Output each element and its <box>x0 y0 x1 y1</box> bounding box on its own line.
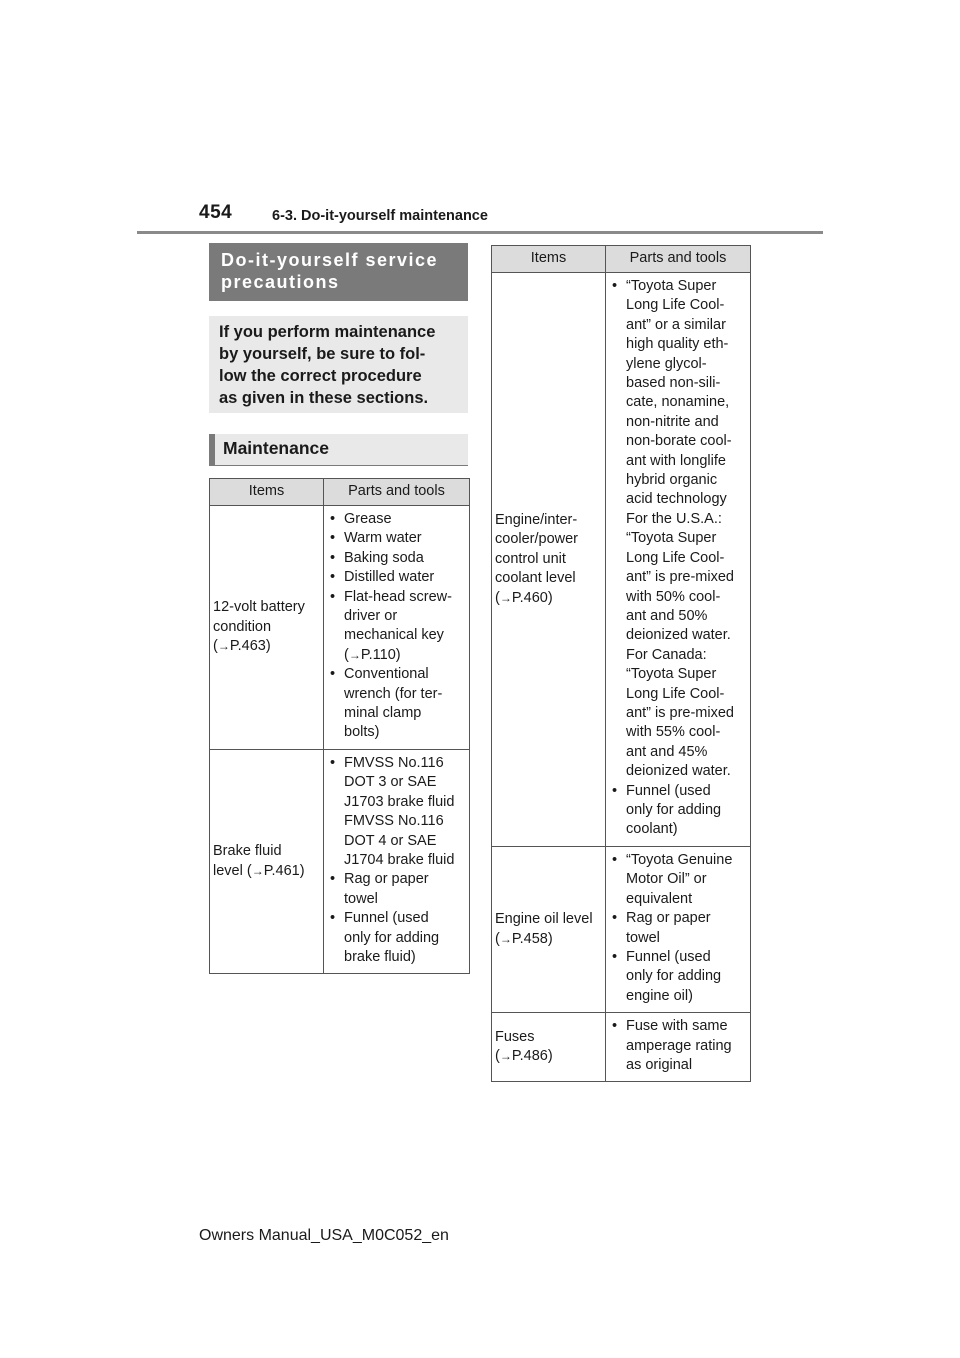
bullet-line: with 50% cool- <box>626 588 721 605</box>
parts-cell <box>606 1013 751 1082</box>
item-cell <box>210 749 324 973</box>
bullet-line: FMVSS No.116 <box>344 754 444 771</box>
bullet-line: Motor Oil” or <box>626 871 707 888</box>
bullet-line: Rag or paper <box>344 871 429 888</box>
page-number: 454 <box>199 202 233 223</box>
bullet-icon: • <box>330 910 336 927</box>
bullet-line: J1704 brake fluid <box>344 851 455 868</box>
list-item <box>328 665 465 743</box>
bullet-icon: • <box>330 569 336 586</box>
bullet-line: hybrid organic <box>626 472 718 489</box>
bullet-icon: • <box>330 588 336 605</box>
bullet-line: ant” is pre-mixed <box>626 569 734 586</box>
bullet-line: ylene glycol- <box>626 355 707 372</box>
maintenance-table-left <box>209 478 470 974</box>
table-row <box>210 749 470 973</box>
table-header-row <box>492 246 751 273</box>
arrow-icon: → <box>499 931 512 946</box>
item-cell <box>492 273 606 847</box>
bullet-line: cate, nonamine, <box>626 394 730 411</box>
item-ref: (→P.458) <box>495 930 553 947</box>
table-row <box>492 847 751 1013</box>
bullet-line: Funnel (used <box>626 782 711 799</box>
page-ref-link[interactable]: P.486) <box>511 1048 553 1065</box>
bullet-icon: • <box>330 549 336 566</box>
item-line: control unit <box>495 550 566 567</box>
bullet-line: “Toyota Genuine <box>626 852 733 868</box>
item-cell <box>210 506 324 750</box>
bullet-line: FMVSS No.116 <box>344 813 444 830</box>
bullet-icon: • <box>330 530 336 547</box>
table-row <box>492 273 751 847</box>
list-item <box>610 1017 746 1075</box>
bullet-line: based non-sili- <box>626 375 721 392</box>
bullet-line: only for adding <box>344 929 440 946</box>
bullet-icon: • <box>330 511 336 527</box>
list-item <box>610 277 746 782</box>
bullet-icon: • <box>612 1018 618 1035</box>
bullet-icon: • <box>612 852 618 868</box>
list-item <box>328 529 465 548</box>
page-ref-link[interactable]: P.461) <box>263 862 305 879</box>
maintenance-heading: Maintenance <box>209 434 468 466</box>
bullet-line: ant” is pre-mixed <box>626 704 734 721</box>
page-ref-link[interactable]: P.458) <box>511 930 553 947</box>
bullet-line: Flat-head screw- <box>344 588 452 605</box>
list-item <box>328 588 465 666</box>
bullet-line: non-nitrite and <box>626 413 719 430</box>
arrow-icon: → <box>348 647 361 662</box>
header-items: Items <box>210 479 324 506</box>
list-item <box>328 909 465 967</box>
arrow-icon: → <box>499 590 512 605</box>
bullet-line: mechanical key <box>344 627 444 644</box>
list-item <box>328 510 465 529</box>
table-header-row <box>210 479 470 506</box>
bullet-line: with 55% cool- <box>626 724 721 741</box>
page-ref-link[interactable]: P.460) <box>511 589 553 606</box>
precautions-heading-line-1: Do-it-yourself service <box>221 250 439 270</box>
bullet-line: “Toyota Super <box>626 666 717 683</box>
bullet-line: ant and 45% <box>626 743 708 760</box>
bullet-icon: • <box>612 949 618 966</box>
bullet-line: deionized water. <box>626 627 731 644</box>
header-divider <box>137 231 823 234</box>
bullet-icon: • <box>330 871 336 888</box>
item-ref <box>213 862 320 881</box>
item-ref-prefix: level ( <box>213 862 252 879</box>
bullet-line: Baking soda <box>344 549 424 566</box>
maintenance-table-right <box>491 245 751 1082</box>
bullet-line: ant” or a similar <box>626 316 726 333</box>
intro-line: as given in these sections. <box>219 389 429 407</box>
bullet-line: Long Life Cool- <box>626 685 725 702</box>
item-cell <box>492 847 606 1013</box>
bullet-icon: • <box>612 910 618 927</box>
bullet-line: DOT 4 or SAE <box>344 832 437 849</box>
bullet-line: Grease <box>344 511 392 527</box>
bullet-line: Distilled water <box>344 569 435 586</box>
list-item <box>610 909 746 948</box>
item-line: 12-volt battery <box>213 599 305 616</box>
item-line: cooler/power <box>495 531 579 548</box>
bullet-line: Funnel (used <box>344 910 429 927</box>
parts-cell <box>606 273 751 847</box>
item-line: condition <box>213 618 272 635</box>
intro-box <box>209 316 468 413</box>
bullet-line: Long Life Cool- <box>626 549 725 566</box>
item-line: Brake fluid <box>213 843 282 860</box>
bullet-line: ant and 50% <box>626 607 708 624</box>
bullet-line: For the U.S.A.: <box>626 510 722 527</box>
item-ref: (→P.463) <box>213 638 271 655</box>
bullet-icon: • <box>612 278 618 294</box>
bullet-line: “Toyota Super <box>626 278 717 294</box>
bullet-ref: (→P.110) <box>344 646 401 663</box>
precautions-heading-line-2: precautions <box>221 272 340 292</box>
bullet-icon: • <box>330 754 336 771</box>
bullet-line: towel <box>344 890 378 907</box>
section-title: 6-3. Do-it-yourself maintenance <box>272 208 488 224</box>
item-ref: (→P.486) <box>495 1048 553 1065</box>
bullet-line: amperage rating <box>626 1037 732 1054</box>
bullet-line: acid technology <box>626 491 727 508</box>
bullet-line: minal clamp <box>344 705 422 722</box>
bullet-line: high quality eth- <box>626 336 729 353</box>
bullet-line: non-borate cool- <box>626 433 732 450</box>
parts-cell <box>606 847 751 1013</box>
precautions-heading-box <box>209 243 468 301</box>
bullet-line: towel <box>626 929 660 946</box>
table-row <box>492 1013 751 1082</box>
list-item <box>610 851 746 909</box>
list-item <box>328 549 465 568</box>
item-line: Fuses <box>495 1028 535 1045</box>
header-items: Items <box>492 246 606 273</box>
bullet-line: Fuse with same <box>626 1018 728 1035</box>
parts-cell <box>324 749 470 973</box>
item-line: coolant level <box>495 570 576 587</box>
bullet-line: J1703 brake fluid <box>344 793 455 810</box>
item-ref: (→P.460) <box>495 589 553 606</box>
bullet-line: deionized water. <box>626 763 731 780</box>
bullet-line: only for adding <box>626 801 722 818</box>
intro-line: If you perform maintenance <box>219 323 436 341</box>
bullet-line: only for adding <box>626 968 722 985</box>
list-item <box>328 870 465 909</box>
bullet-line: Conventional <box>344 666 429 683</box>
item-line: Engine/inter- <box>495 511 578 528</box>
bullet-line: Long Life Cool- <box>626 297 725 314</box>
bullet-line: driver or <box>344 608 398 625</box>
table-row <box>210 506 470 750</box>
bullet-line: For Canada: <box>626 646 707 663</box>
intro-line: by yourself, be sure to fol- <box>219 345 426 363</box>
bullet-line: equivalent <box>626 890 693 907</box>
arrow-icon: → <box>251 863 264 878</box>
bullet-line: “Toyota Super <box>626 530 717 547</box>
arrow-icon: → <box>217 639 230 654</box>
list-item <box>328 568 465 587</box>
bullet-line: engine oil) <box>626 987 693 1004</box>
list-item <box>610 948 746 1006</box>
list-item <box>328 754 465 870</box>
page-ref-link[interactable]: P.110) <box>360 646 401 663</box>
bullet-icon: • <box>330 666 336 683</box>
intro-line: low the correct procedure <box>219 367 422 385</box>
bullet-line: Rag or paper <box>626 910 711 927</box>
header-parts: Parts and tools <box>606 246 751 273</box>
bullet-line: as original <box>626 1057 693 1074</box>
bullet-icon: • <box>612 782 618 799</box>
item-line: Engine oil level <box>495 911 593 928</box>
arrow-icon: → <box>499 1049 512 1064</box>
list-item <box>610 782 746 840</box>
bullet-line: wrench (for ter- <box>344 685 443 702</box>
bullet-line: bolts) <box>344 724 380 741</box>
bullet-line: coolant) <box>626 821 678 838</box>
footer-text: Owners Manual_USA_M0C052_en <box>199 1227 449 1244</box>
header-parts: Parts and tools <box>324 479 470 506</box>
item-cell <box>492 1013 606 1082</box>
bullet-line: Warm water <box>344 530 422 547</box>
bullet-line: DOT 3 or SAE <box>344 774 437 791</box>
page-ref-link[interactable]: P.463) <box>229 638 271 655</box>
parts-cell <box>324 506 470 750</box>
bullet-line: brake fluid) <box>344 948 416 965</box>
bullet-line: Funnel (used <box>626 949 711 966</box>
bullet-line: ant with longlife <box>626 452 726 469</box>
